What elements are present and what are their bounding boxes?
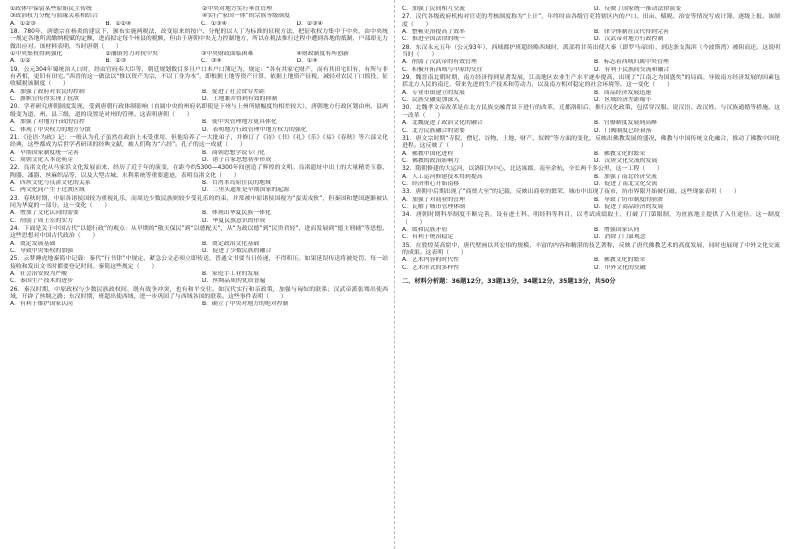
answer-option: B．奠定政治文化基础 xyxy=(202,240,260,247)
answer-option: A．社会治安较为严峻 xyxy=(10,271,68,278)
question-stem: 30．北魏孝文帝改革是在北方民族交融背景下进行的改革，迁都洛阳后，推行汉化政策，包括穿汉服、说汉语、改汉姓、与汉族通婚等措施。这一改革（ ） xyxy=(402,105,780,119)
answer-option: A．四坝文化与良渚文化的关系 xyxy=(10,179,91,186)
question-stem: 18．780年，唐德宗在杨炎的建议下，颁布实施两税法，改变原来的按户、分配的以人丁为标准的征税方法，把征收权力集中于中央，由中央统一规定各地所需缴纳税赋的定额，进而拟定每个州县的税额，但由于唐朝中央无力控制地方，所以在税法推行过程中遭到各地的抵制，户部却无力做出应对。该材料表明，当时唐朝（ ） xyxy=(10,29,388,50)
answer-option: D．促进了商品经济的发展 xyxy=(594,203,664,210)
answer-option: A．缓和民族矛盾 xyxy=(402,226,448,233)
question-21 xyxy=(10,135,388,164)
question-stem: 23．春秋时期，中原各诸侯国较为重视礼乐，而周边少数民族则较少受礼乐的约束，并常被中原诸侯国视为“蛮夷戎狄”，但秦国和楚国逐渐被认同为华夏的一部分。这一变化（ ） xyxy=(10,195,388,209)
question-stem: 29．魏晋南北朝时期，南方经济得到显著发展，江南地区农业生产水平逐步提高，出现了“江南之为国盛矣”的局面。导致南方经济发展的因素包括北方人民的南迁，带来先进的生产技术和劳动力，以及南方相对稳定的社会环境等。这一变化（ ） xyxy=(402,75,780,89)
answer-option: C．③④ xyxy=(201,58,222,65)
answer-option: B．体现出华夏民族一体化 xyxy=(202,210,271,217)
answer-option: B．商朝思想学说专门化 xyxy=(202,149,265,156)
answer-option: A．加强了对地方行政的管控 xyxy=(10,119,85,126)
question-fragment-top xyxy=(10,6,388,28)
answer-option: A．奠定发展基础 xyxy=(10,240,56,247)
answer-option: C．有利于统治稳定 xyxy=(402,234,454,241)
answer-option: A．专业市镇建立的发展 xyxy=(402,89,465,96)
question-stem: 27．汉代各级政府机构对官吏的考核制度称为“上计”，年终时由各级官吏将辖区内的户口、田亩、赋税、治安等情况写成计簿，逐级上报。该制度（ ） xyxy=(402,14,780,28)
question-27 xyxy=(402,14,780,43)
question-33 xyxy=(402,189,780,211)
answer-option: B．律令体制在汉代得到完善 xyxy=(594,29,669,36)
question-stem: 32．隋朝修建的大运河，以洛阳为中心，北达涿郡，南至余杭，全长两千多公里，这一工程（ ） xyxy=(402,166,663,173)
answer-option: C．积极开拓西域与中原的交往 xyxy=(402,66,483,73)
answer-option: B．①②④ xyxy=(105,20,132,27)
answer-option: D．反映了国家统一推动法律演变 xyxy=(594,6,682,12)
question-28 xyxy=(402,45,780,74)
question-stem: 21．《论语·为政》记：一般认为孔子虽然在政治上未受重用，但他培养了一大批弟子，并修订了《诗》《书》《礼》《乐》《易》《春秋》等六部文化经典，这些都成为后世学者研读的经典文献，被人们称为“六经”。孔子的这一成就（ ） xyxy=(10,134,388,149)
question-stem: 31．唐文宗时期“寺院、僧尼、谷物、土地、财产、奴婢”等方面的变化，反映出佛教发展的盛况，佛教与中国传统文化融合，推动了佛教中国化进程。这反映了（ ） xyxy=(402,135,780,150)
answer-option: A．加强了对商业的管理 xyxy=(402,196,465,203)
answer-option: D．①④ xyxy=(296,58,318,65)
question-22 xyxy=(10,165,388,194)
answer-option: D．促进了南北文化交流 xyxy=(594,180,658,187)
answer-option: B．家庭手工业的发展 xyxy=(202,271,260,278)
answer-option: B．促进了社会贫穷差距 xyxy=(202,88,265,95)
answer-option: C．旗帜宣传得实现了抗敌 xyxy=(10,96,79,103)
question-20 xyxy=(10,104,388,133)
answer-option: A．加强了政府对农民的控制 xyxy=(10,88,85,95)
question-19 xyxy=(10,67,388,104)
answer-option: B．导致了坊市制度的崩溃 xyxy=(594,196,663,203)
answer-option: A．人工运河修建技术得到提高 xyxy=(402,173,483,180)
answer-option: D．汉武帝对地方行政控制 xyxy=(594,36,664,43)
left-column xyxy=(10,6,388,310)
answer-option: C．推进全国法律的统一 xyxy=(402,36,466,43)
answer-option: C．北方民族融合的需要 xyxy=(402,127,466,134)
answer-option: C．周朝文化人本论萌芽 xyxy=(10,156,74,163)
question-stem: 28．东汉永元五年（公元93年），西域都护班超经略西域时，派部将甘英出使大秦（即罗马帝国），到达条支海滨（今波斯湾）被阻而还。这说明当时（ ） xyxy=(402,44,780,59)
answer-option: B．标志着西域归属中央管理 xyxy=(594,59,669,66)
answer-option: D．促进了少数民族的融合 xyxy=(202,248,272,254)
answer-option: D．表明地方行政管理中地方权力的强化 xyxy=(202,126,307,133)
answer-option: B．②③ xyxy=(105,58,126,65)
answer-option: D．丝绸品质的优质普遍 xyxy=(202,278,266,285)
answer-option: ③中央财政面临困难 xyxy=(201,51,254,58)
question-32 xyxy=(402,166,780,188)
question-31 xyxy=(402,136,780,165)
question-23 xyxy=(10,196,388,225)
answer-option: A．佛教中国化进程 xyxy=(402,150,454,157)
answer-option: C．秦国生产技术的进步 xyxy=(10,278,74,285)
question-18 xyxy=(10,29,388,66)
answer-option: C．加强了民间相互交流 xyxy=(402,6,466,12)
column-divider xyxy=(394,0,395,549)
answer-option: C．艺术形式的多样性 xyxy=(402,264,460,271)
answer-option: D．消除了门第观念 xyxy=(594,234,646,241)
sub-option: ③政治权力分配与血缘关系相结合 xyxy=(10,13,98,20)
answer-option: D．土地兼并得到有效的抑制 xyxy=(202,96,278,103)
answer-option: A．有利于维护国家认同 xyxy=(10,301,73,308)
question-stem: 25．云梦睡虎地秦简中记载：秦代“行书律”中规定，紧急公文必须立即传送，普通文书要当日传递，不得积压。如果延误传送将被处罚，每一站接收和发出文书时都要登记时间。秦简这些规定（ ） xyxy=(10,256,388,270)
answer-option: A．艺术内容的时代性 xyxy=(402,257,460,264)
answer-option: ④财政制度有所创新 xyxy=(296,51,349,58)
question-stem: 19．公元304年蜀统治人口时，经由官府奏大臣等，朝廷规划数目多且户口本户口簿记为，规定：“各有其家宅财产，而有其田宅旧有，有所与非有者相，更旧有田宅。”西晋的这一做法以“惟以资产为宗，不以丁身为本”，即根据土地等资产计算，依据土地资产征税，减轻对农民丁口徭役，征收赋税该制度（ ） xyxy=(10,66,388,88)
answer-option: B．使中央管理地方更具体化 xyxy=(202,119,277,126)
answer-option: ②藩镇势力对抗中央 xyxy=(105,51,158,58)
answer-option: A．增加了文化认同的需要 xyxy=(10,210,79,217)
answer-option: B．确立了中央对地方的绝对控制 xyxy=(202,301,289,308)
answer-option: C．导致中央集权的加强 xyxy=(10,248,74,254)
question-fragment-top-right xyxy=(402,6,780,13)
answer-option: A．整顿吏治提高了效率 xyxy=(402,29,465,36)
answer-option: B．商品经济发展迅速 xyxy=(594,89,652,96)
question-35 xyxy=(402,243,780,272)
answer-option: C．体现了中央权力的地方分散 xyxy=(10,126,91,133)
answer-option: ①中央集权得到强化 xyxy=(10,51,63,58)
question-stem: 24．下面是关于中国古代“以德行政”的观点：从早期的“敬天保民”到“以德配天”，从“为政以德”到“民贵君轻”，进而发展到“德主刑辅”等思想。这些思想对中国古代政治（ ） xyxy=(10,225,388,240)
answer-option: C．两文化同产生于过渡区域 xyxy=(10,187,85,194)
question-24 xyxy=(10,226,388,255)
answer-option: D．有利于民族间交流和融合 xyxy=(594,66,670,73)
answer-option: B．台湾本岛原住民的地域 xyxy=(202,179,271,186)
answer-option: A．削弱了汉武帝的有效管理 xyxy=(402,59,477,66)
answer-option: B．增强国家认同 xyxy=(594,226,640,233)
answer-option: D．②③④ xyxy=(296,20,323,27)
question-stem: 33．唐朝中后期出现了“商贾大至”的记载，反映出商业的繁荣，城市中出现了夜市，坊市界限开始被打破。这些现象表明（ ） xyxy=(402,189,740,196)
right-column xyxy=(402,6,780,285)
answer-option: B．官僚制度发展到高峰 xyxy=(594,120,657,127)
answer-option: D．诸子百家思想初步形成 xyxy=(202,156,272,163)
answer-option: A．北魏促进了政治文化的融合 xyxy=(402,120,483,127)
question-26 xyxy=(10,287,388,309)
answer-option: C．民族交融更加深入 xyxy=(402,97,460,104)
answer-option: C．佛教的政治影响力 xyxy=(402,157,460,164)
answer-option: A．①②③ xyxy=(10,20,36,27)
section-heading: 二、材料分析题：36题12分，33题13分，34题12分，35题13分，共50分 xyxy=(402,278,616,286)
answer-option: C．削弱了周王室的实力 xyxy=(10,217,74,224)
answer-option: A．早期国家制度统一完善 xyxy=(10,149,79,156)
question-stem: 26．秦汉时期，中原政权与少数民族政权间，既有战争冲突，也有和平交往。如汉代实行和亲政策，加强与匈奴的联系；汉武帝派张骞出使西域，开辟了丝绸之路；东汉时期，班超出使西域，进一步巩固了与西域各国的联系。这些事件表明（ ） xyxy=(10,286,388,301)
answer-option: B．佛教文化的繁荣 xyxy=(594,150,646,157)
answer-option: B．佛教文化的繁荣 xyxy=(594,257,646,264)
sub-option: ①政体中保留某些原始民主传统 xyxy=(10,6,92,12)
question-30 xyxy=(402,105,780,134)
question-stem: 34．唐朝时期科举制度不断完善，设有进士科、明经科等科目，以考试成绩取士，打破了门第限制，为庶族地主提供了入仕途径。这一制度（ ） xyxy=(402,212,780,226)
answer-option: D．二里头遗址是早期国家的起源 xyxy=(202,187,290,194)
answer-option: D．区域经济差距缩小 xyxy=(594,97,652,104)
answer-option: B．加强了南北经济交流 xyxy=(594,173,657,180)
question-stem: 20．学者研究唐朝制度发现，受到唐朝行政体制影响（直属中央的州府名即使是下州与上州所辖幅度均相差较大），唐朝地方行政区划由州、县两级变为道、州、县三级，道的设置是对州的管理。这表明唐朝（ ） xyxy=(10,104,388,118)
question-34 xyxy=(402,212,780,241)
question-stem: 35．在敦煌莫高窟中，唐代壁画以其宏伟的规模、丰富的内容和精湛的技艺著称，反映了唐代佛教艺术的高度发展，同时也展现了中外文化交流的成果。这表明（ ） xyxy=(402,242,780,256)
answer-option: D．门阀制度已经衰落 xyxy=(594,127,652,134)
answer-option: D．汉唐文化交流的发展 xyxy=(594,157,658,164)
question-stem: 22．良渚文化从马家浜文化发展而来，经历了近千年的演变，在距今约5300—4300年间创造了辉煌的文明。良渚遗址中出土的大量精美玉器、陶器、漆器、丝麻织品等，以及大型古城、水利系统等重要遗迹，表明良渚文化（ ） xyxy=(10,165,388,179)
sub-option: ②中央对地方实行垂直管理 xyxy=(202,6,273,12)
question-29 xyxy=(402,75,780,104)
sub-option: ④实行“家国一体”的宗族等级制度 xyxy=(202,13,290,20)
answer-option: A．①② xyxy=(10,58,31,65)
answer-option: C．瓦解了城市管理体制 xyxy=(402,203,466,210)
question-25 xyxy=(10,256,388,285)
answer-option: D．中外文化的交融 xyxy=(594,264,646,271)
answer-option: D．华夏民族意识的形成 xyxy=(202,217,266,224)
answer-option: C．经济重心开始南移 xyxy=(402,180,460,187)
answer-option: C．①③④ xyxy=(201,20,227,27)
